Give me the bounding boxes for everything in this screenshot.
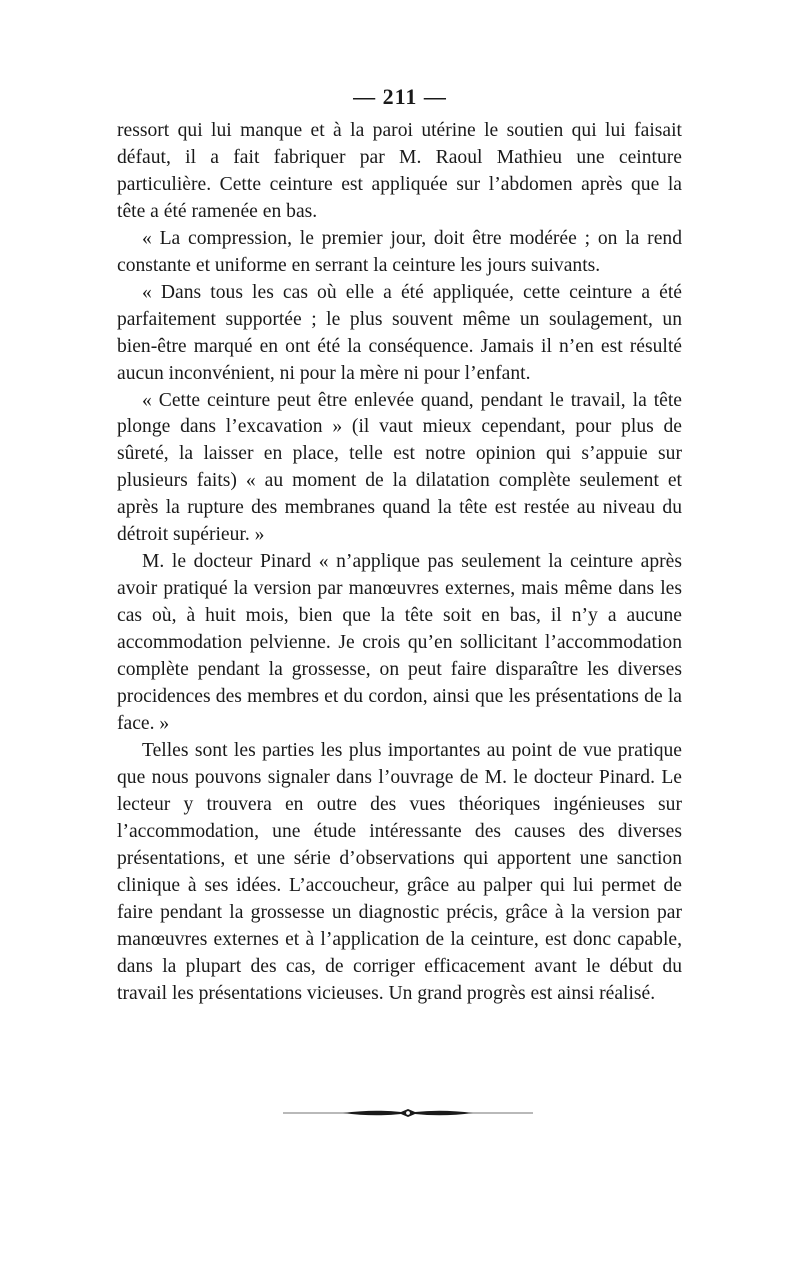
ornament-center-dot	[406, 1111, 411, 1116]
paragraph: « Dans tous les cas où elle a été appliquée, cette ceinture a été parfaitement supportée ; le plus souvent même un soulagement, un bien-être marqué en ont été la conséquence. Jamais il n’en est résulté aucun inconvénient, ni pour la mère ni pour l’enfant.	[117, 281, 682, 384]
paragraph: « La compression, le premier jour, doit être modérée ; on la rend constante et uniforme en serrant la ceinture les jours suivants.	[117, 227, 682, 276]
body-text	[117, 118, 682, 1007]
paragraph: « Cette ceinture peut être enlevée quand, pendant le travail, la tête plonge dans l’excavation » (il vaut mieux cependant, pour plus de sûreté, la laisser en place, telle est notre opinion qui s’appuie sur plusieurs faits) « au moment de la dilatation complète seulement et après la rupture des membranes quand la tête est restée au niveau du détroit supérieur. »	[117, 389, 682, 546]
tail-piece-ornament	[283, 1106, 533, 1120]
paragraph: Telles sont les parties les plus importantes au point de vue pratique que nous pouvons signaler dans l’ouvrage de M. le docteur Pinard. Le lecteur y trouvera en outre des vues théoriques ingénieuses sur l’accommodation, une étude intéressante des causes des diverses présentations, et une série d’observations qui apportent une sanction clinique à ses idées. L’accoucheur, grâce au palper qui lui permet de faire pendant la grossesse un diagnostic précis, grâce à la version par manœuvres externes et à l’application de la ceinture, est donc capable, dans la plupart des cas, de corriger efficacement avant le début du travail les présentations vicieuses. Un grand progrès est ainsi réalisé.	[117, 739, 682, 1004]
page-number: — 211 —	[353, 84, 447, 109]
paragraph: M. le docteur Pinard « n’applique pas seulement la ceinture après avoir pratiqué la version par manœuvres externes, mais même dans les cas où, à huit mois, bien que la tête soit en bas, il n’y a aucune accommodation pelvienne. Je crois qu’en sollicitant l’accommodation complète pendant la grossesse, on peut faire disparaître les diverses procidences des membres et du cordon, ainsi que les présentations de la face. »	[117, 551, 682, 734]
paragraph: ressort qui lui manque et à la paroi utérine le soutien qui lui faisait défaut, il a fait fabriquer par M. Raoul Mathieu une ceinture particulière. Cette ceinture est appliquée sur l’abdomen après que la tête a été ramenée en bas.	[117, 120, 682, 222]
